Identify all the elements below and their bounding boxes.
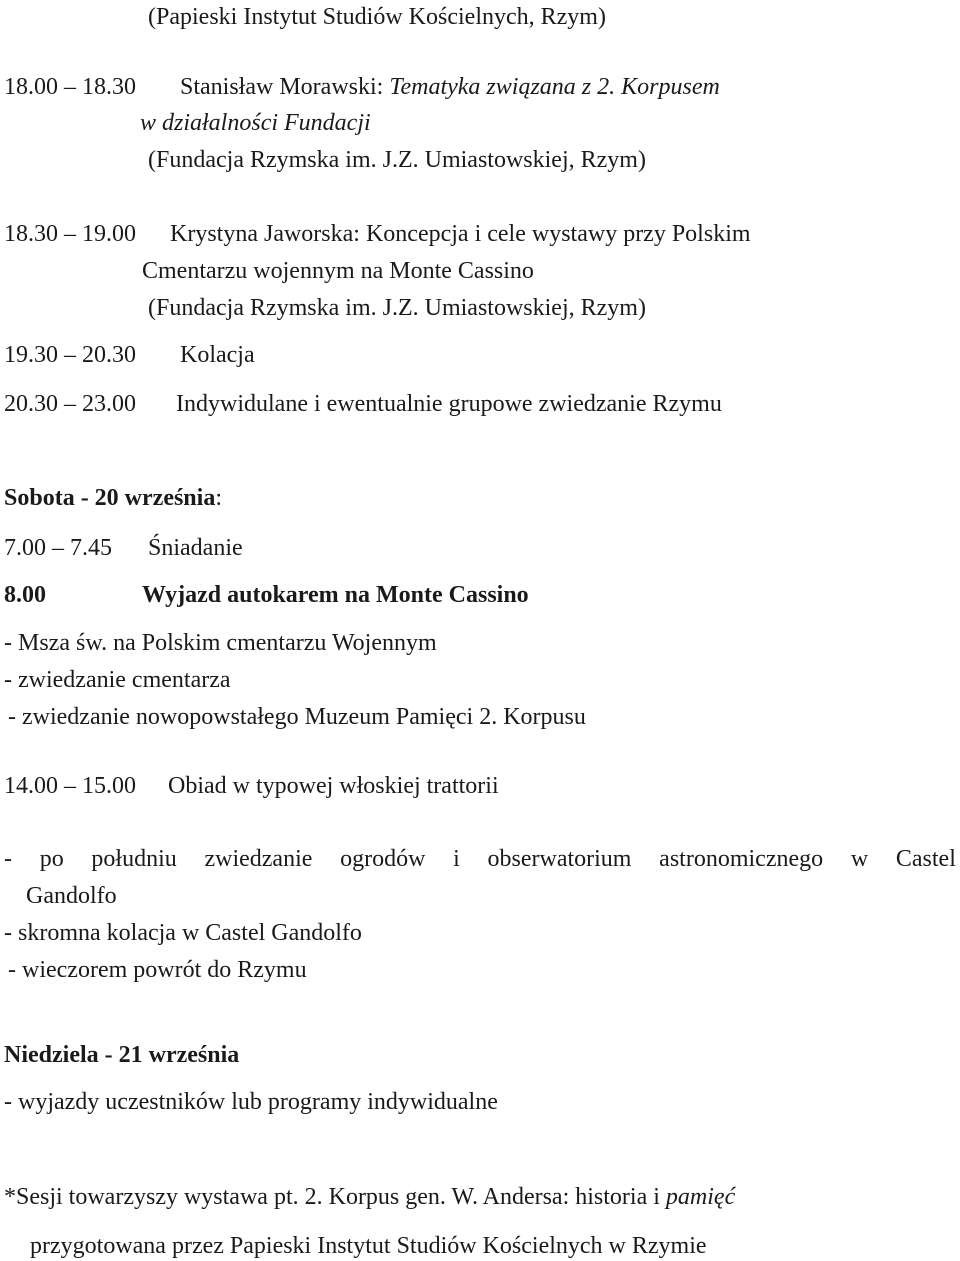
footnote: *Sesji towarzyszy wystawa pt. 2. Korpus gen. W. Andersa: historia i pamięć	[4, 1184, 736, 1210]
schedule-time: 7.00 – 7.45	[4, 535, 112, 561]
schedule-entry: Indywidulane i ewentualnie grupowe zwiedzanie Rzymu	[176, 391, 722, 417]
list-item: - wieczorem powrót do Rzymu	[8, 957, 307, 983]
list-item: - skromna kolacja w Castel Gandolfo	[4, 920, 362, 946]
schedule-entry: Śniadanie	[148, 535, 243, 561]
schedule-entry: Kolacja	[180, 342, 255, 368]
session-affiliation: (Fundacja Rzymska im. J.Z. Umiastowskiej, Rzym)	[148, 295, 646, 321]
day-heading-sunday: Niedziela - 21 września	[4, 1042, 240, 1068]
list-item-continued: Gandolfo	[26, 883, 117, 909]
schedule-time: 18.30 – 19.00	[4, 221, 136, 247]
list-item: - wyjazdy uczestników lub programy indywidualne	[4, 1089, 498, 1115]
schedule-time: 19.30 – 20.30	[4, 342, 136, 368]
talk-title: Tematyka związana z 2. Korpusem	[389, 74, 720, 100]
talk-title-continued: w działalności Fundacji	[140, 110, 371, 136]
list-item-justified: - po południu zwiedzanie ogrodów i obserwatorium astronomicznego w Castel	[4, 846, 956, 872]
list-item: - zwiedzanie cmentarza	[4, 667, 231, 693]
day-heading-saturday: Sobota - 20 września:	[4, 485, 222, 511]
schedule-entry: Wyjazd autokarem na Monte Cassino	[142, 582, 529, 608]
schedule-entry: Obiad w typowej włoskiej trattorii	[168, 773, 499, 799]
footnote-continued: przygotowana przez Papieski Instytut Studiów Kościelnych w Rzymie	[30, 1233, 707, 1259]
session-affiliation: (Papieski Instytut Studiów Kościelnych, Rzym)	[148, 4, 606, 30]
speaker-name: Stanisław Morawski:	[180, 74, 384, 100]
schedule-time: 20.30 – 23.00	[4, 391, 136, 417]
schedule-time: 18.00 – 18.30	[4, 74, 136, 100]
session-affiliation: (Fundacja Rzymska im. J.Z. Umiastowskiej, Rzym)	[148, 147, 646, 173]
schedule-entry-continued: Cmentarzu wojennym na Monte Cassino	[142, 258, 534, 284]
list-item: - Msza św. na Polskim cmentarzu Wojennym	[4, 630, 437, 656]
schedule-entry	[180, 75, 720, 99]
list-item: - zwiedzanie nowopowstałego Muzeum Pamięci 2. Korpusu	[8, 704, 586, 730]
schedule-time: 14.00 – 15.00	[4, 773, 136, 799]
schedule-time: 8.00	[4, 582, 46, 608]
schedule-entry: Krystyna Jaworska: Koncepcja i cele wystawy przy Polskim	[170, 221, 751, 247]
